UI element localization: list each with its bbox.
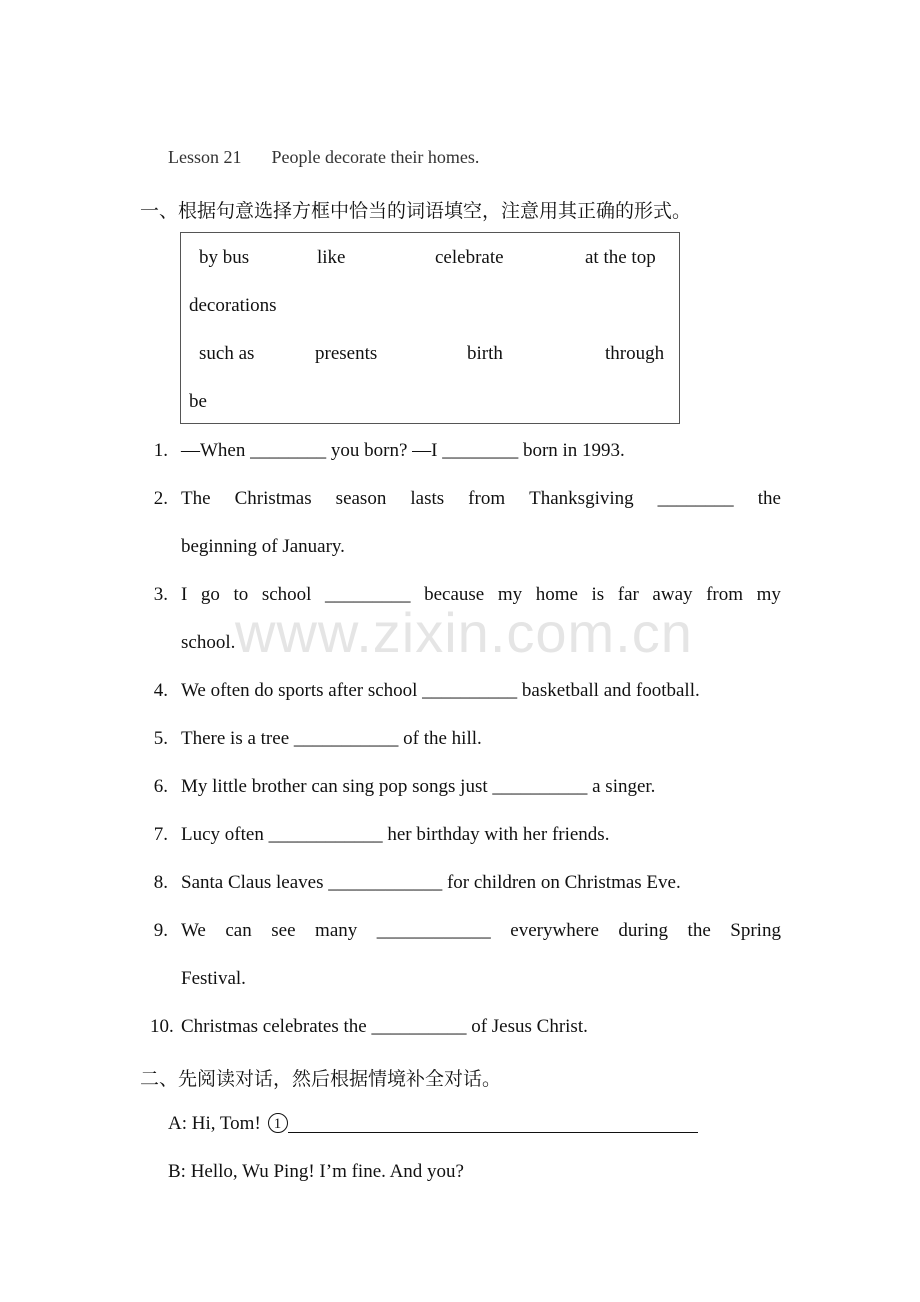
question-number: 4. — [153, 680, 168, 701]
circled-number-marker: 1 — [268, 1113, 288, 1133]
word: is — [591, 584, 605, 605]
word: The — [181, 488, 211, 509]
word: many — [315, 920, 358, 941]
question-text-line2: Festival. — [181, 968, 246, 989]
section1-heading: 一、根据句意选择方框中恰当的词语填空，注意用其正确的形式。 — [140, 201, 692, 222]
word: I — [181, 584, 188, 605]
word-option: birth — [467, 343, 503, 364]
blank: _________ — [325, 584, 411, 605]
question-text-line — [181, 488, 781, 510]
question-number: 7. — [153, 824, 168, 845]
question-number: 10. — [150, 1016, 174, 1037]
word: my — [497, 584, 523, 605]
section2-heading: 二、先阅读对话，然后根据情境补全对话。 — [140, 1069, 502, 1090]
word: away — [652, 584, 693, 605]
word: Thanksgiving — [529, 488, 634, 509]
word: because — [424, 584, 485, 605]
word-box — [180, 232, 680, 424]
word: season — [335, 488, 387, 509]
word: during — [618, 920, 669, 941]
word: home — [535, 584, 578, 605]
word: from — [706, 584, 744, 605]
question-text: Christmas celebrates the __________ of Jesus Christ. — [181, 1016, 588, 1037]
word: far — [617, 584, 639, 605]
word: lasts — [410, 488, 445, 509]
watermark: www.zixin.com.cn — [235, 601, 693, 664]
question-text: My little brother can sing pop songs just __________ a singer. — [181, 776, 656, 797]
word: see — [271, 920, 296, 941]
blank: ________ — [657, 488, 734, 509]
word: the — [687, 920, 711, 941]
question-text-line2: beginning of January. — [181, 536, 345, 557]
word: to — [233, 584, 249, 605]
dialogue-line-b: B: Hello, Wu Ping! I’m fine. And you? — [168, 1161, 464, 1182]
question-text: There is a tree ___________ of the hill. — [181, 728, 482, 749]
word-option: decorations — [189, 295, 277, 316]
lesson-number: Lesson 21 — [168, 147, 242, 167]
word-option: be — [189, 391, 207, 412]
word-option: like — [317, 247, 346, 268]
word-option: presents — [315, 343, 378, 364]
question-text-line2: school. — [181, 632, 236, 653]
word-option: celebrate — [435, 247, 504, 268]
word-option: through — [605, 343, 665, 364]
question-text: Lucy often ____________ her birthday with her friends. — [181, 824, 610, 845]
word: We — [181, 920, 206, 941]
blank: ____________ — [376, 920, 491, 941]
lesson-header — [168, 147, 479, 168]
dialogue-text: A: Hi, Tom! — [168, 1113, 261, 1134]
lesson-title: People decorate their homes. — [271, 147, 480, 167]
question-number: 2. — [153, 488, 168, 509]
word: everywhere — [510, 920, 599, 941]
word-option: such as — [199, 343, 255, 364]
word: Christmas — [234, 488, 312, 509]
dialogue-line-a — [168, 1113, 698, 1135]
word: Spring — [730, 920, 781, 941]
question-number: 9. — [153, 920, 168, 941]
question-number: 3. — [153, 584, 168, 605]
question-number: 8. — [153, 872, 168, 893]
question-text: —When ________ you born? —I ________ born in 1993. — [181, 440, 625, 461]
answer-blank-line — [288, 1114, 698, 1133]
word-option: by bus — [199, 247, 250, 268]
question-number: 6. — [153, 776, 168, 797]
word: school — [261, 584, 312, 605]
question-number: 5. — [153, 728, 168, 749]
question-text: We often do sports after school __________ basketball and football. — [181, 680, 700, 701]
word: go — [200, 584, 220, 605]
word-option: at the top — [585, 247, 656, 268]
word: from — [468, 488, 506, 509]
word: the — [757, 488, 781, 509]
word: my — [756, 584, 781, 605]
question-text: Santa Claus leaves ____________ for children on Christmas Eve. — [181, 872, 681, 893]
question-number: 1. — [153, 440, 168, 461]
question-text-line — [181, 920, 781, 942]
word: can — [225, 920, 252, 941]
